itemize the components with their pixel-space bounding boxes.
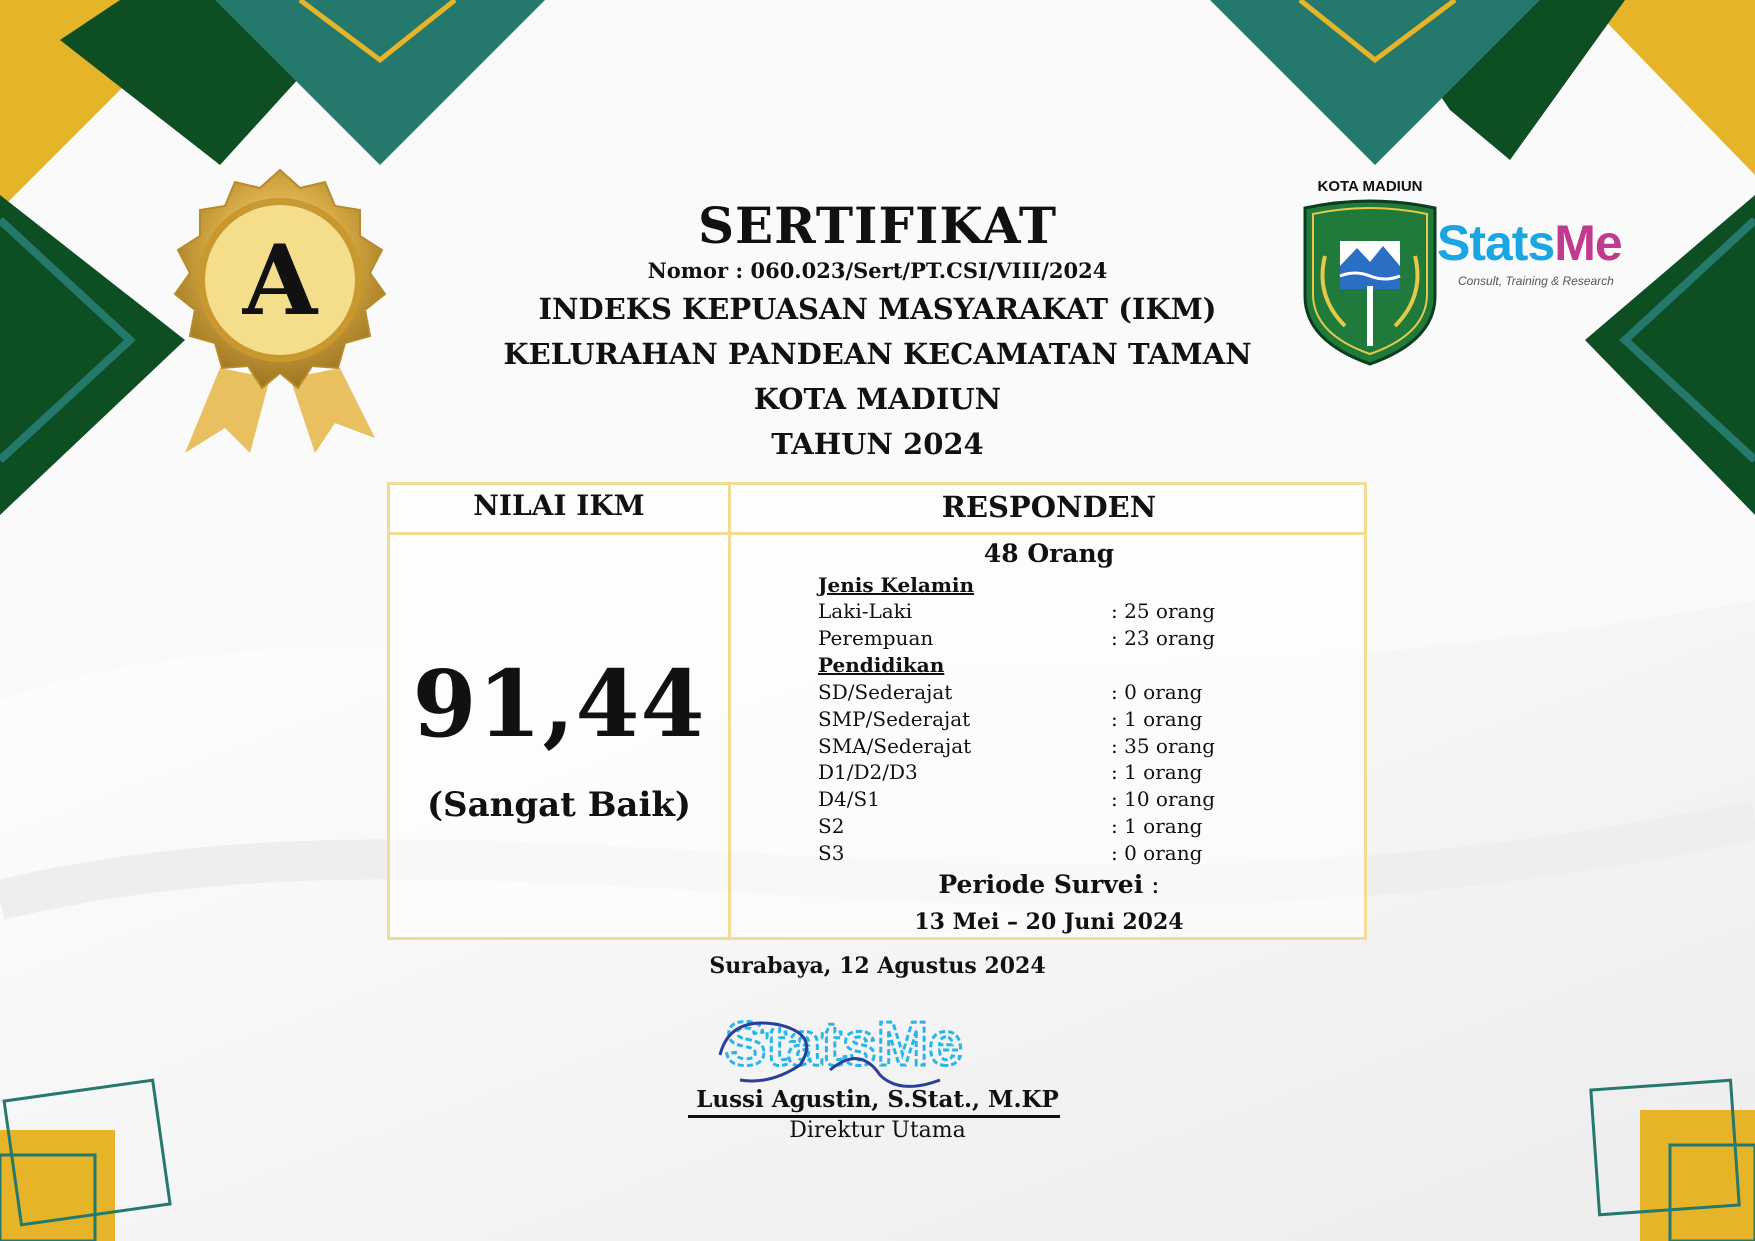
row-label: D1/D2/D3 xyxy=(818,760,918,784)
education-row xyxy=(818,787,1378,813)
row-label: SMP/Sederajat xyxy=(818,707,971,731)
heading-line-1: INDEKS KEPUASAN MASYARAKAT (IKM) xyxy=(538,292,1217,326)
place-date: Surabaya, 12 Agustus 2024 xyxy=(709,953,1046,979)
education-row xyxy=(818,680,1378,706)
medal-grade-letter: A xyxy=(242,224,318,337)
ikm-table xyxy=(387,482,1367,940)
row-label: Perempuan xyxy=(818,626,934,650)
ikm-grade: (Sangat Baik) xyxy=(426,785,692,825)
row-value: : 1 orang xyxy=(1111,814,1203,838)
row-value: : 1 orang xyxy=(1111,760,1203,784)
signer-name: Lussi Agustin, S.Stat., M.KP xyxy=(696,1086,1059,1113)
gender-heading: Jenis Kelamin xyxy=(818,573,975,597)
statsme-tagline: Consult, Training & Research xyxy=(1458,274,1614,288)
survey-period-range: 13 Mei – 20 Juni 2024 xyxy=(914,909,1184,935)
gender-row xyxy=(818,599,1378,625)
education-row xyxy=(818,734,1378,760)
statsme-logo: StatsMe xyxy=(1437,215,1622,271)
kota-madiun-label: KOTA MADIUN xyxy=(1317,178,1423,195)
row-value: : 0 orang xyxy=(1111,841,1203,865)
education-row xyxy=(818,841,1378,867)
header-divider xyxy=(390,532,1364,535)
row-value: : 0 orang xyxy=(1111,680,1203,704)
ikm-score: 91,44 xyxy=(412,650,706,758)
row-label: Laki-Laki xyxy=(818,599,913,623)
row-value: : 23 orang xyxy=(1111,626,1216,650)
heading-line-4: TAHUN 2024 xyxy=(771,427,984,461)
education-row xyxy=(818,814,1378,840)
total-respondents: 48 Orang xyxy=(983,539,1115,568)
row-value: : 25 orang xyxy=(1111,599,1216,623)
certificate-number: Nomor : 060.023/Sert/PT.CSI/VIII/2024 xyxy=(647,258,1108,283)
row-label: SD/Sederajat xyxy=(818,680,953,704)
heading-line-3: KOTA MADIUN xyxy=(753,382,1002,416)
education-row xyxy=(818,707,1378,733)
education-heading: Pendidikan xyxy=(818,653,945,677)
statsme-signature-stamp xyxy=(710,985,1010,1095)
signer-role: Direktur Utama xyxy=(789,1118,966,1143)
row-label: S2 xyxy=(818,814,845,838)
row-label: SMA/Sederajat xyxy=(818,734,972,758)
heading-line-2: KELURAHAN PANDEAN KECAMATAN TAMAN xyxy=(503,337,1252,371)
responden-header: RESPONDEN xyxy=(941,490,1157,524)
row-label: D4/S1 xyxy=(818,787,880,811)
certificate-title: SERTIFIKAT xyxy=(697,196,1058,255)
signature-logo-text: StatsMe xyxy=(725,1010,963,1079)
survey-period-label: Periode Survei : xyxy=(938,870,1160,899)
row-label: S3 xyxy=(818,841,845,865)
education-row xyxy=(818,760,1378,786)
row-value: : 1 orang xyxy=(1111,707,1203,731)
nilai-ikm-header: NILAI IKM xyxy=(473,489,645,522)
gender-row xyxy=(818,626,1378,652)
row-value: : 10 orang xyxy=(1111,787,1216,811)
row-value: : 35 orang xyxy=(1111,734,1216,758)
